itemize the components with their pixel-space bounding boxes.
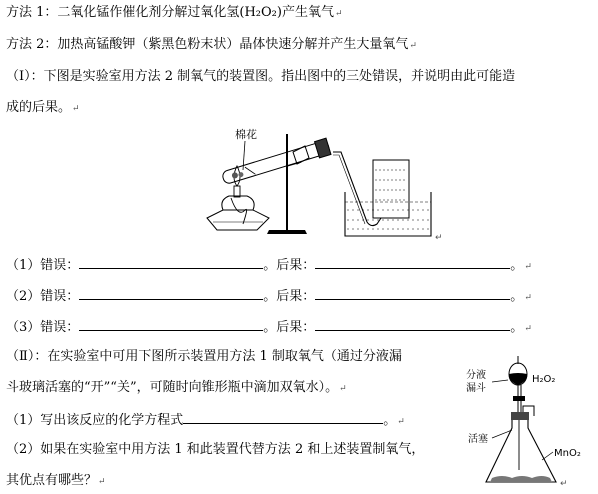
h2o2-apparatus-svg [462,352,596,490]
consequence-blank-3[interactable] [315,318,510,331]
return-mark: ↵ [524,293,532,303]
kmno4-apparatus-figure [195,126,450,246]
part1-item-3: （3）错误： 。后果： 。↵ [6,320,532,335]
return-mark: ↵ [98,477,106,487]
h2o2-label: H₂O₂ [532,374,556,385]
return-mark: ↵ [339,384,347,394]
return-mark: ↵ [560,479,568,489]
method-2-text: 方法 2：加热高锰酸钾（紫黑色粉末状）晶体快速分解并产生大量氧气↵ [6,37,417,52]
part2-intro-line2: 斗玻璃活塞的“开”“关”，可随时向锥形瓶中滴加双氧水）。↵ [6,380,347,395]
kmno4-apparatus-svg [195,126,450,242]
funnel-label-line2: 漏斗 [466,383,486,394]
error-blank-2[interactable] [79,287,263,300]
part1-intro-line1: （Ⅰ）：下图是实验室用方法 2 制氧气的装置图。指出图中的三处错误，并说明由此可能造 [6,69,516,84]
return-mark: ↵ [524,262,532,272]
return-mark: ↵ [409,41,417,51]
funnel-label-line1: 分液 [466,370,486,381]
mno2-label: MnO₂ [554,448,581,459]
h2o2-apparatus-figure [462,352,596,494]
part1-item-1: （1）错误： 。后果： 。↵ [6,258,532,273]
consequence-blank-2[interactable] [315,287,510,300]
error-blank-3[interactable] [79,318,263,331]
method-1-text: 方法 1：二氧化锰作催化剂分解过氧化氢(H₂O₂)产生氧气↵ [6,5,343,20]
return-mark: ↵ [72,104,80,114]
consequence-blank-1[interactable] [315,256,510,269]
part2-question-2-line2: 其优点有哪些？↵ [6,473,106,488]
cotton-label: 棉花 [235,128,257,141]
return-mark: ↵ [435,233,443,242]
part2-question-1: （1）写出该反应的化学方程式 。↵ [6,413,405,428]
stopcock-label: 活塞 [468,434,488,445]
part1-item-2: （2）错误： 。后果： 。↵ [6,289,532,304]
part1-intro-line2: 成的后果。↵ [6,100,80,115]
return-mark: ↵ [397,417,405,427]
return-mark: ↵ [524,324,532,334]
part2-intro-line1: （Ⅱ）：在实验室中可用下图所示装置用方法 1 制取氧气（通过分液漏 [6,349,402,364]
part2-question-2-line1: （2）如果在实验室中用方法 1 和此装置代替方法 2 和上述装置制氧气， [6,442,425,457]
error-blank-1[interactable] [79,256,263,269]
return-mark: ↵ [334,9,343,19]
equation-blank[interactable] [183,411,383,424]
